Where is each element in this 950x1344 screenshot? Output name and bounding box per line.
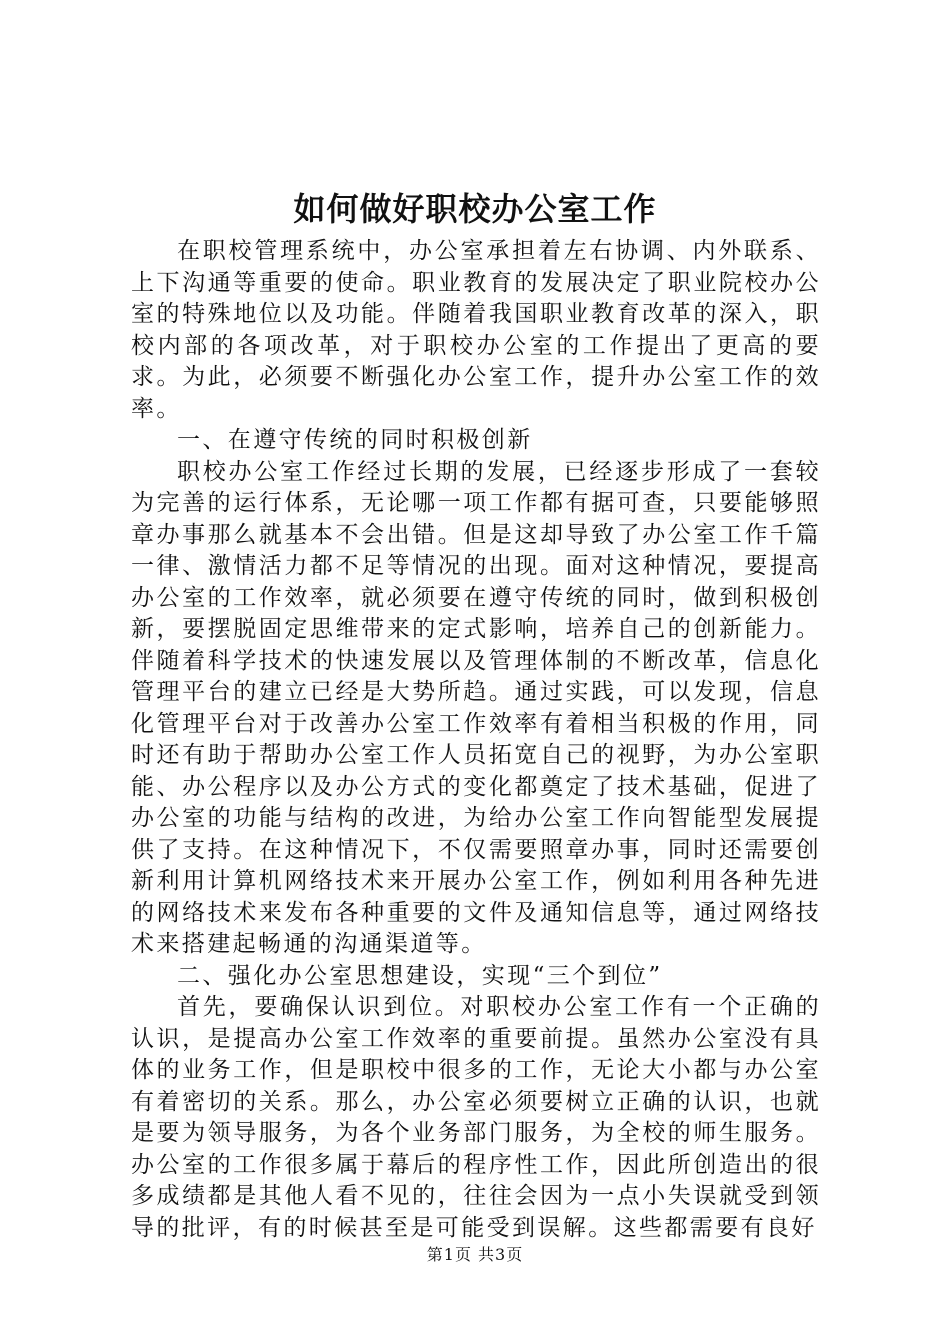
- page-footer: 第1页 共3页: [426, 1245, 524, 1264]
- document-body: [131, 236, 821, 1244]
- section-1-paragraph: 职校办公室工作经过长期的发展，已经逐步形成了一套较为完善的运行体系，无论哪一项工作都有据可查，只要能够照章办事那么就基本不会出错。但是这却导致了办公室工作千篇一律、激情活力都不足等情况的出现。面对这种情况，要提高办公室的工作效率，就必须要在遵守传统的同时，做到积极创新，要摆脱固定思维带来的定式影响，培养自己的创新能力。伴随着科学技术的快速发展以及管理体制的不断改革，信息化管理平台的建立已经是大势所趋。通过实践，可以发现，信息化管理平台对于改善办公室工作效率有着相当积极的作用，同时还有助于帮助办公室工作人员拓宽自己的视野，为办公室职能、办公程序以及办公方式的变化都奠定了技术基础，促进了办公室的功能与结构的改进，为给办公室工作向智能型发展提供了支持。在这种情况下，不仅需要照章办事，同时还需要创新利用计算机网络技术来开展办公室工作，例如利用各种先进的网络技术来发布各种重要的文件及通知信息等，通过网络技术来搭建起畅通的沟通渠道等。: [131, 458, 821, 957]
- section-heading-2: 二、强化办公室思想建设，实现“三个到位”: [177, 962, 663, 989]
- section-2-paragraph: 首先，要确保认识到位。对职校办公室工作有一个正确的认识，是提高办公室工作效率的重要前提。虽然办公室没有具体的业务工作，但是职校中很多的工作，无论大小都与办公室有着密切的关系。那么，办公室必须要树立正确的认识，也就是要为领导服务，为各个业务部门服务，为全校的师生服务。办公室的工作很多属于幕后的程序性工作，因此所创造出的很多成绩都是其他人看不见的，往往会因为一点小失误就受到领导的批评，有的时候甚至是可能受到误解。这些都需要有良好: [131, 994, 821, 1241]
- section-heading-1: 一、在遵守传统的同时积极创新: [177, 427, 533, 453]
- document-title: 如何做好职校办公室工作: [293, 190, 657, 228]
- intro-paragraph: 在职校管理系统中，办公室承担着左右协调、内外联系、上下沟通等重要的使命。职业教育的发展决定了职业院校办公室的特殊地位以及功能。伴随着我国职业教育改革的深入，职校内部的各项改革，对于职校办公室的工作提出了更高的要求。为此，必须要不断强化办公室工作，提升办公室工作的效率。: [131, 238, 821, 422]
